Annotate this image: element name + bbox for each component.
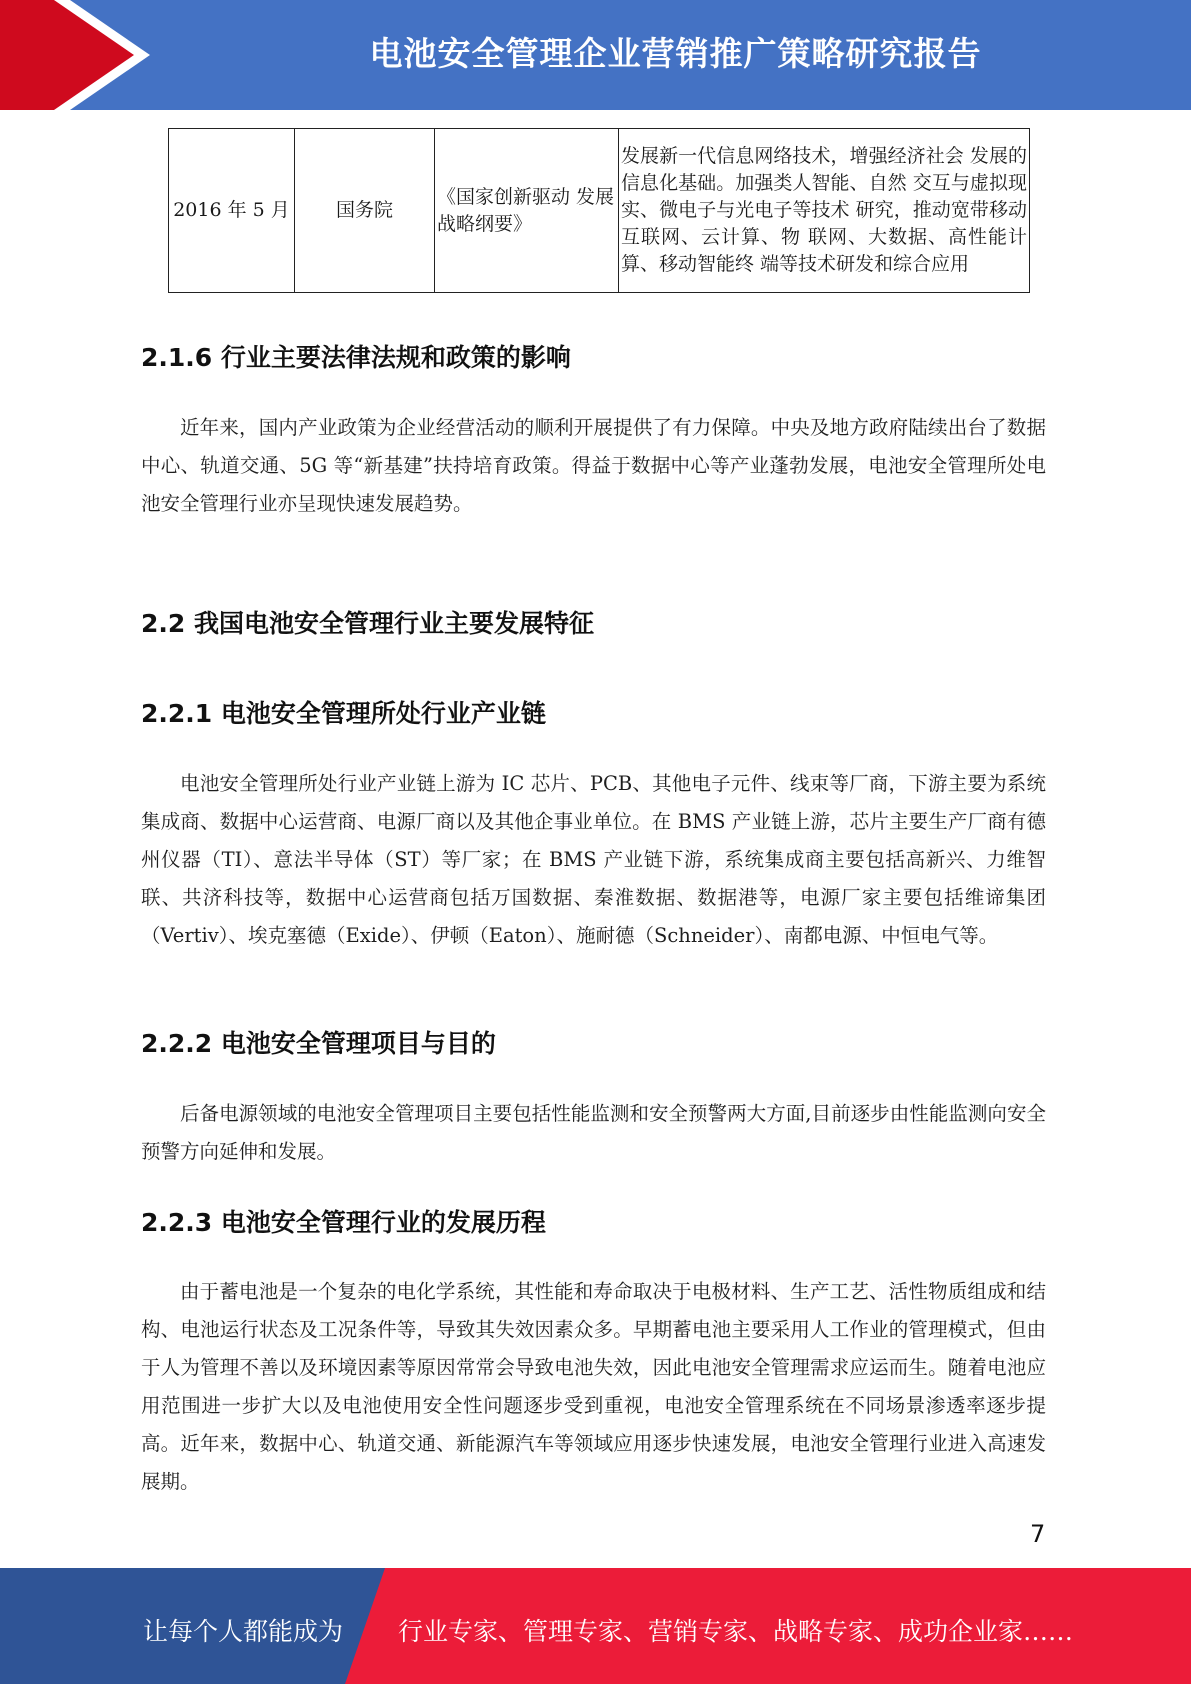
section-paragraph-2-2-2: 后备电源领域的电池安全管理项目主要包括性能监测和安全预警两大方面,目前逐步由性能监测向安全预警方向延伸和发展。 bbox=[141, 1102, 1046, 1163]
table-cell-date: 2016 年 5 月 bbox=[169, 129, 295, 293]
section-heading-2-2: 2.2 我国电池安全管理行业主要发展特征 bbox=[141, 609, 594, 638]
report-title: 电池安全管理企业营销推广策略研究报告 bbox=[369, 34, 982, 73]
section-heading-2-2-3: 2.2.3 电池安全管理行业的发展历程 bbox=[141, 1208, 546, 1237]
section-paragraph-2-1-6: 近年来，国内产业政策为企业经营活动的顺利开展提供了有力保障。中央及地方政府陆续出台了数据中心、轨道交通、5G 等“新基建”扶持培育政策。得益于数据中心等产业蓬勃发展，电池安全管理所处电池安全管理行业亦呈现快速发展趋势。 bbox=[141, 416, 1046, 515]
header-banner bbox=[0, 0, 1191, 110]
policy-table bbox=[168, 128, 1030, 293]
page-number: 7 bbox=[1030, 1520, 1046, 1548]
section-heading-2-2-1: 2.2.1 电池安全管理所处行业产业链 bbox=[141, 699, 546, 728]
section-paragraph-2-2-1: 电池安全管理所处行业产业链上游为 IC 芯片、PCB、其他电子元件、线束等厂商，下游主要为系统集成商、数据中心运营商、电源厂商以及其他企事业单位。在 BMS 产业链上游，芯片主要生产厂商有德州仪器（TI）、意法半导体（ST）等厂家；在 BMS 产业链下游，系统集成商主要包括高新兴、力维智联、共济科技等，数据中心运营商包括万国数据、秦淮数据、数据港等，电源厂家主要包括维谛集团（Vertiv）、埃克塞德（Exide）、伊顿（Eaton）、施耐德（Schneider）、南都电源、中恒电气等。 bbox=[141, 772, 1046, 947]
footer-slogan-left: 让每个人都能成为 bbox=[143, 1617, 344, 1646]
section-heading-2-2-2: 2.2.2 电池安全管理项目与目的 bbox=[141, 1029, 496, 1058]
chevron-red-decoration bbox=[0, 0, 134, 110]
table-cell-content: 发展新一代信息网络技术，增强经济社会 发展的信息化基础。加强类人智能、自然 交互与虚拟现实、微电子与光电子等技术 研究，推动宽带移动互联网、云计算、物 联网、大数据、高性能计算、移动智能终 端等技术研发和综合应用 bbox=[619, 129, 1030, 293]
section-heading-2-1-6: 2.1.6 行业主要法律法规和政策的影响 bbox=[141, 343, 571, 372]
footer-slogan-right: 行业专家、管理专家、营销专家、战略专家、成功企业家…… bbox=[398, 1617, 1074, 1646]
section-paragraph-2-2-3: 由于蓄电池是一个复杂的电化学系统，其性能和寿命取决于电极材料、生产工艺、活性物质组成和结构、电池运行状态及工况条件等，导致其失效因素众多。早期蓄电池主要采用人工作业的管理模式，但由于人为管理不善以及环境因素等原因常常会导致电池失效，因此电池安全管理需求应运而生。随着电池应用范围进一步扩大以及电池使用安全性问题逐步受到重视，电池安全管理系统在不同场景渗透率逐步提高。近年来，数据中心、轨道交通、新能源汽车等领域应用逐步快速发展，电池安全管理行业进入高速发展期。 bbox=[141, 1280, 1046, 1493]
table-cell-issuer: 国务院 bbox=[295, 129, 435, 293]
table-cell-document: 《国家创新驱动 发展战略纲要》 bbox=[435, 129, 619, 293]
table-row bbox=[169, 129, 1030, 293]
